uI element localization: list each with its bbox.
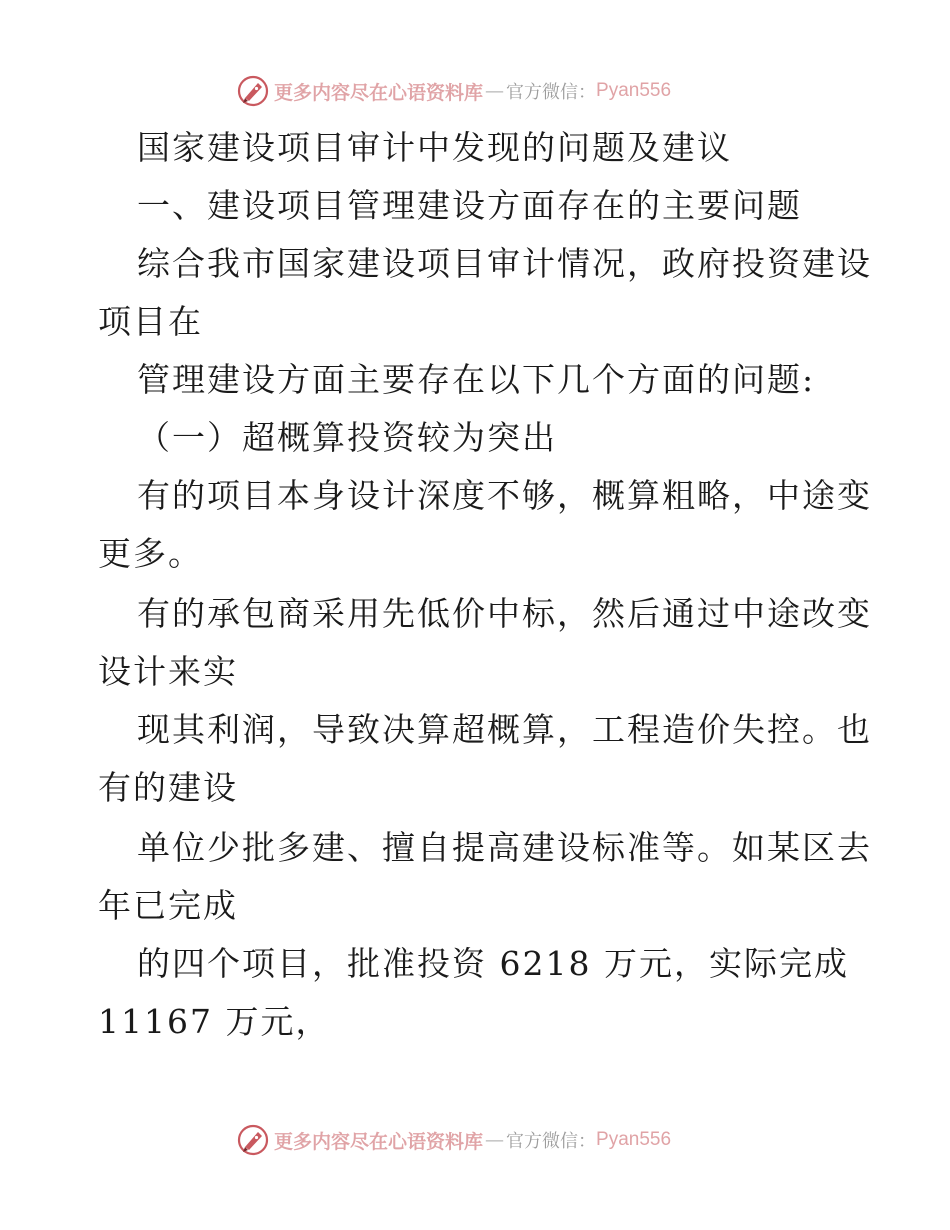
watermark-official-label: 官方微信： bbox=[506, 1131, 597, 1152]
watermark-brand: 更多内容尽在心语资料库 bbox=[274, 1130, 484, 1153]
section-heading: 一、建设项目管理建设方面存在的主要问题 bbox=[137, 186, 802, 225]
footer-watermark bbox=[236, 1123, 671, 1157]
paragraph-line: 单位少批多建、擅自提高建设标准等。如某区去 bbox=[137, 828, 872, 867]
paragraph-line: 项目在 bbox=[98, 302, 203, 341]
paragraph-line: 有的建设 bbox=[98, 768, 238, 807]
paragraph-line: 管理建设方面主要存在以下几个方面的问题: bbox=[137, 360, 816, 399]
paragraph-line: 有的承包商采用先低价中标，然后通过中途改变 bbox=[137, 594, 872, 633]
document-title: 国家建设项目审计中发现的问题及建议 bbox=[137, 128, 732, 167]
watermark-handle: Pyan556 bbox=[596, 1129, 672, 1150]
paragraph-line: 有的项目本身设计深度不够，概算粗略，中途变 bbox=[137, 476, 872, 515]
watermark-brand: 更多内容尽在心语资料库 bbox=[274, 81, 484, 104]
watermark-official-label: 官方微信： bbox=[506, 82, 597, 103]
watermark-separator: — bbox=[485, 1129, 505, 1151]
subsection-heading: （一）超概算投资较为突出 bbox=[137, 418, 557, 457]
header-watermark bbox=[236, 74, 671, 108]
paragraph-line: 的四个项目，批准投资 6218 万元，实际完成 bbox=[137, 944, 849, 983]
paragraph-line: 更多。 bbox=[98, 534, 203, 573]
paragraph-line: 11167 万元， bbox=[98, 1002, 331, 1041]
paragraph-line: 现其利润，导致决算超概算，工程造价失控。也 bbox=[137, 710, 872, 749]
pen-nib-logo-icon bbox=[236, 1123, 270, 1157]
paragraph-line: 设计来实 bbox=[98, 652, 238, 691]
watermark-handle: Pyan556 bbox=[596, 80, 672, 101]
paragraph-line: 年已完成 bbox=[98, 886, 238, 925]
watermark-separator: — bbox=[485, 80, 505, 102]
pen-nib-logo-icon bbox=[236, 74, 270, 108]
paragraph-line: 综合我市国家建设项目审计情况，政府投资建设 bbox=[137, 244, 872, 283]
